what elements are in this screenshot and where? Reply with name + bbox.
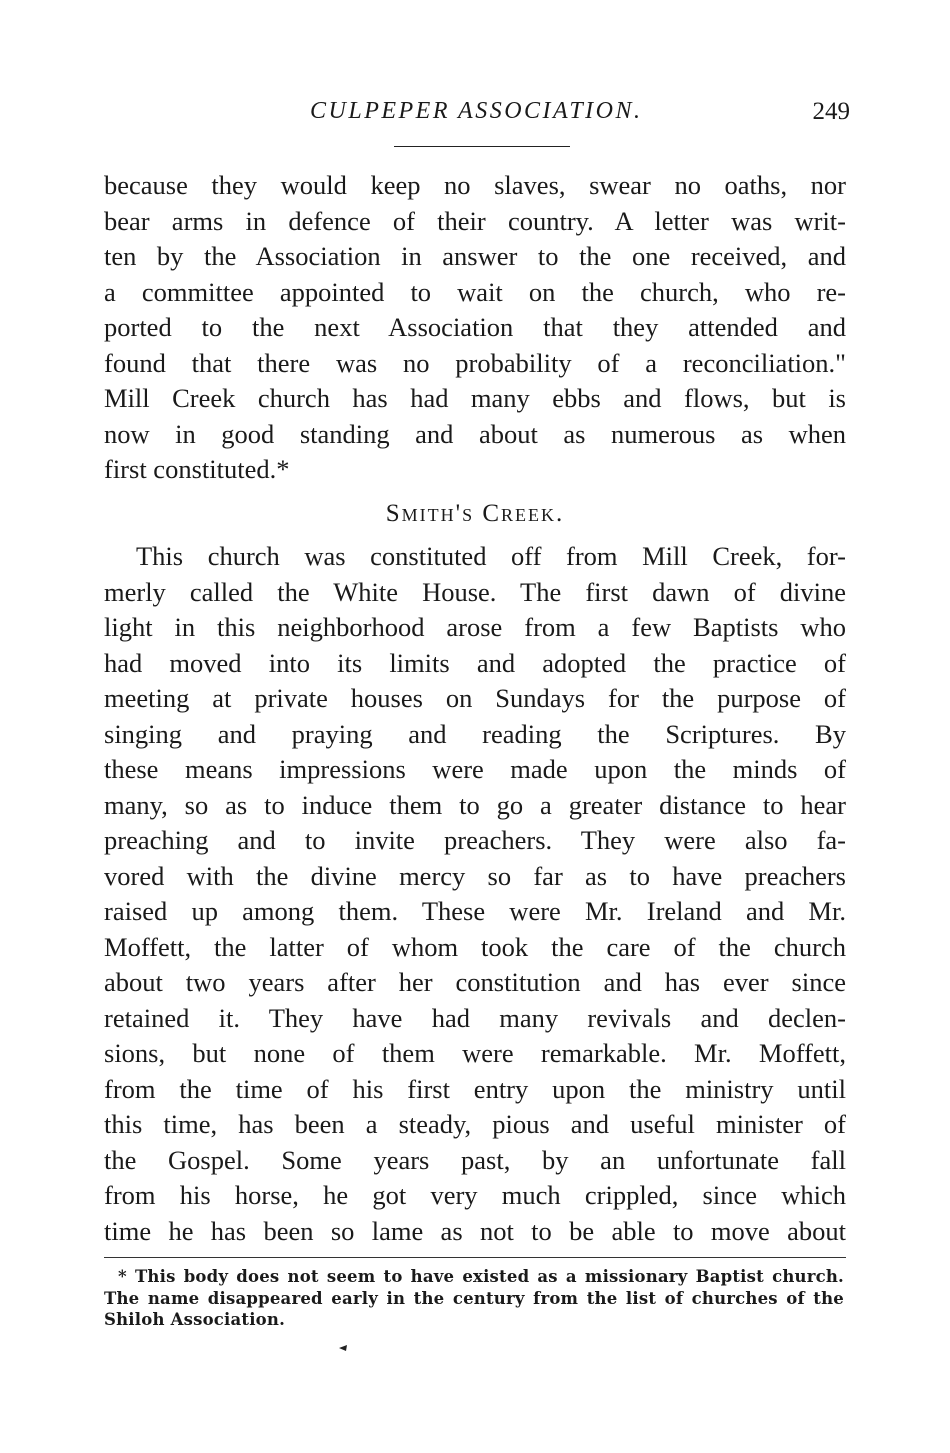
text-line: preaching and to invite preachers. They were also fa- [104, 825, 846, 855]
text-line: raised up among them. These were Mr. Ireland and Mr. [104, 896, 846, 926]
footnote-line: * This body does not seem to have existed as a missionary Baptist church. [118, 1267, 844, 1286]
text-line: the Gospel. Some years past, by an unfortunate fall [104, 1144, 846, 1175]
text-line: merly called the White House. The first dawn of divine [104, 576, 846, 607]
text-line: sions, but none of them were remarkable. Mr. Moffett, [104, 1038, 846, 1068]
text-line: ten by the Association in answer to the one received, and [104, 241, 846, 271]
page-number: 249 [812, 98, 850, 125]
text-line: light in this neighborhood arose from a few Baptists who [104, 612, 846, 642]
header-rule [394, 146, 570, 147]
text-line: this time, has been a steady, pious and useful minister of [104, 1109, 846, 1139]
text-line: Mill Creek church has had many ebbs and flows, but is [104, 383, 846, 413]
text-line: many, so as to induce them to go a greater distance to hear [104, 789, 846, 820]
text-line: a committee appointed to wait on the church, who re- [104, 276, 846, 307]
footnote [104, 1266, 844, 1331]
paragraph-continued [104, 168, 846, 488]
text-line: now in good standing and about as numerous as when [104, 418, 846, 449]
running-title: CULPEPER ASSOCIATION. [310, 98, 643, 124]
text-line: from the time of his first entry upon the ministry until [104, 1073, 846, 1104]
text-line: This church was constituted off from Mill Creek, for- [136, 541, 846, 571]
section-heading: Smith's Creek. [385, 499, 565, 527]
text-line: first constituted.* [104, 454, 290, 484]
text-line: these means impressions were made upon the minds of [104, 754, 846, 784]
footnote-line: Shiloh Association. [104, 1310, 286, 1329]
text-line: ported to the next Association that they attended and [104, 312, 846, 342]
text-line: retained it. They have had many revivals and declen- [104, 1002, 846, 1033]
text-line: found that there was no probability of a reconciliation." [104, 347, 846, 378]
footnote-rule [104, 1257, 846, 1258]
body-text [104, 168, 846, 1249]
running-head [104, 98, 850, 138]
paragraph-smiths-creek [104, 539, 846, 1249]
text-line: time he has been so lame as not to be able to move about [104, 1215, 846, 1246]
text-line: singing and praying and reading the Scriptures. By [104, 718, 846, 749]
text-line: had moved into its limits and adopted the practice of [104, 647, 846, 678]
ink-blot-mark [338, 1344, 348, 1352]
text-line: about two years after her constitution and has ever since [104, 967, 846, 997]
text-line: meeting at private houses on Sundays for the purpose of [104, 683, 846, 713]
text-line: because they would keep no slaves, swear no oaths, nor [104, 170, 846, 200]
text-line: bear arms in defence of their country. A letter was writ- [104, 205, 846, 236]
footnote-line: The name disappeared early in the century from the list of churches of the [104, 1288, 844, 1308]
text-line: from his horse, he got very much crippled, since which [104, 1180, 846, 1210]
text-line: Moffett, the latter of whom took the care of the church [104, 931, 846, 962]
text-line: vored with the divine mercy so far as to have preachers [104, 860, 846, 891]
